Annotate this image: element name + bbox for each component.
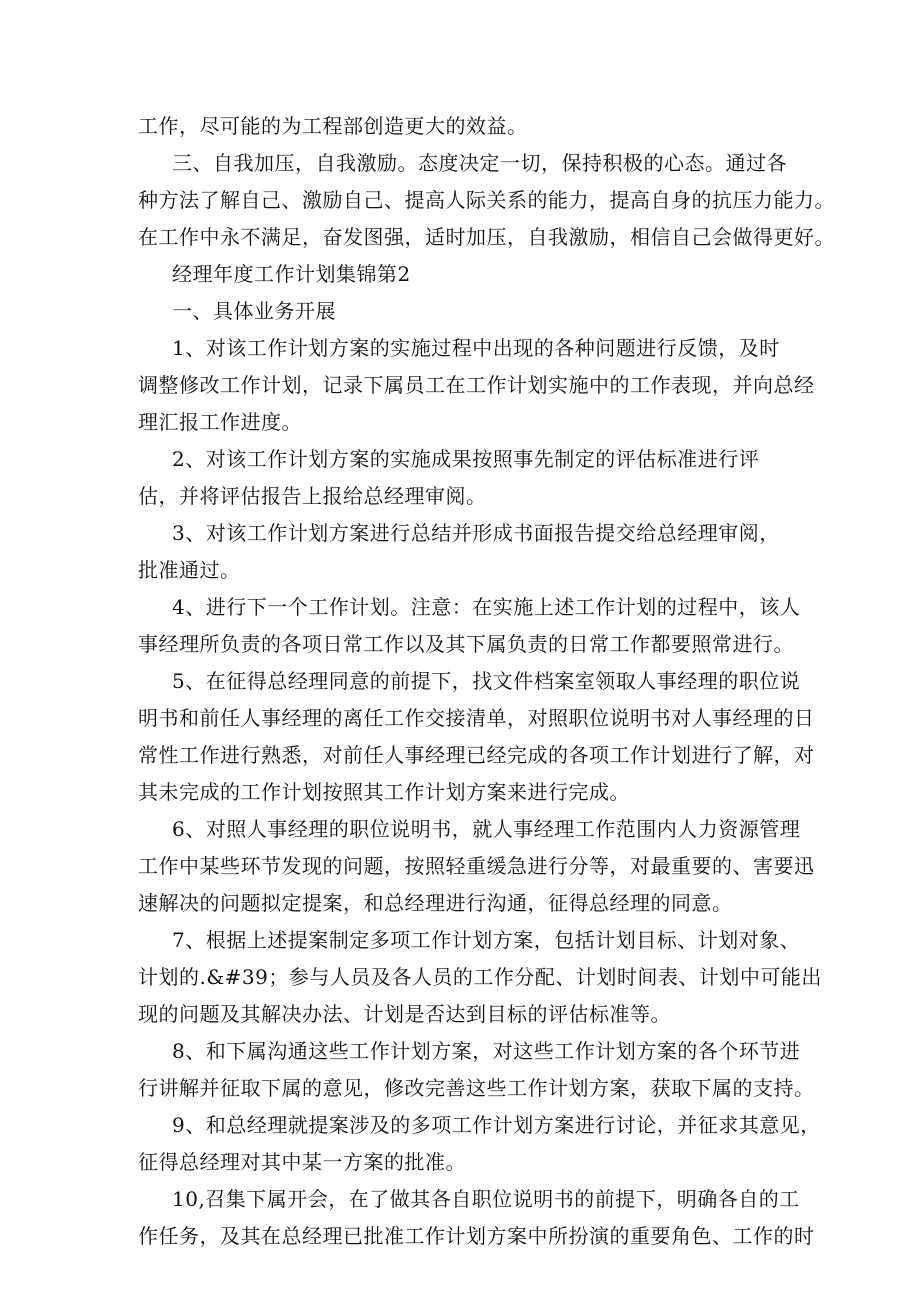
list-item-5: 5、在征得总经理同意的前提下，找文件档案室领取人事经理的职位说 [172, 669, 801, 693]
list-item-1: 1、对该工作计划方案的实施过程中出现的各种问题进行反馈，及时 [172, 336, 780, 360]
text-line: 估，并将评估报告上报给总经理审阅。 [138, 484, 487, 508]
list-item-8: 8、和下属沟通这些工作计划方案，对这些工作计划方案的各个环节进 [172, 1039, 801, 1063]
text-line: 调整修改工作计划，记录下属员工在工作计划实施中的工作表现，并向总经 [138, 373, 815, 397]
document-body [138, 108, 835, 1255]
paragraph-heading-3: 三、自我加压，自我激励。态度决定一切，保持积极的心态。通过各 [172, 151, 787, 175]
list-item-9: 9、和总经理就提案涉及的多项工作计划方案进行讨论，并征求其意见， [172, 1113, 821, 1137]
list-item-2: 2、对该工作计划方案的实施成果按照事先制定的评估标准进行评 [172, 447, 760, 471]
list-item-6: 6、对照人事经理的职位说明书，就人事经理工作范围内人力资源管理 [172, 817, 801, 841]
text-line: 事经理所负责的各项日常工作以及其下属负责的日常工作都要照常进行。 [138, 632, 794, 656]
list-item-10: 10,召集下属开会，在了做其各自职位说明书的前提下，明确各自的工 [172, 1187, 800, 1211]
list-item-7: 7、根据上述提案制定多项工作计划方案，包括计划目标、计划对象、 [172, 928, 801, 952]
list-item-3: 3、对该工作计划方案进行总结并形成书面报告提交给总经理审阅， [172, 521, 780, 545]
text-line: 工作，尽可能的为工程部创造更大的效益。 [138, 114, 528, 138]
text-line: 工作中某些环节发现的问题，按照轻重缓急进行分等，对最重要的、害要迅 [138, 854, 815, 878]
text-line: 在工作中永不满足，奋发图强，适时加压，自我激励，相信自己会做得更好。 [138, 225, 835, 249]
text-line: 批准通过。 [138, 558, 241, 582]
text-line: 现的问题及其解决办法、计划是否达到目标的评估标准等。 [138, 1002, 671, 1026]
text-line: 征得总经理对其中某一方案的批准。 [138, 1150, 466, 1174]
text-line: 其未完成的工作计划按照其工作计划方案来进行完成。 [138, 780, 630, 804]
text-line: 理汇报工作进度。 [138, 410, 302, 434]
text-line: 速解决的问题拟定提案，和总经理进行沟通，征得总经理的同意。 [138, 891, 733, 915]
text-line: 常性工作进行熟悉，对前任人事经理已经完成的各项工作计划进行了解，对 [138, 743, 815, 767]
text-line: 行讲解并征取下属的意见，修改完善这些工作计划方案，获取下属的支持。 [138, 1076, 815, 1100]
text-line: 明书和前任人事经理的离任工作交接清单，对照职位说明书对人事经理的日 [138, 706, 815, 730]
text-line: 作任务，及其在总经理已批准工作计划方案中所扮演的重要角色、工作的时 [138, 1224, 815, 1248]
section-subtitle: 一、具体业务开展 [172, 299, 336, 323]
text-line: 种方法了解自己、激励自己、提高人际关系的能力，提高自身的抗压力能力。 [138, 188, 835, 212]
list-item-4: 4、进行下一个工作计划。注意：在实施上述工作计划的过程中，该人 [172, 595, 801, 619]
text-line: 计划的.&#39；参与人员及各人员的工作分配、计划时间表、计划中可能出 [138, 965, 822, 989]
section-title: 经理年度工作计划集锦第2 [172, 262, 411, 286]
